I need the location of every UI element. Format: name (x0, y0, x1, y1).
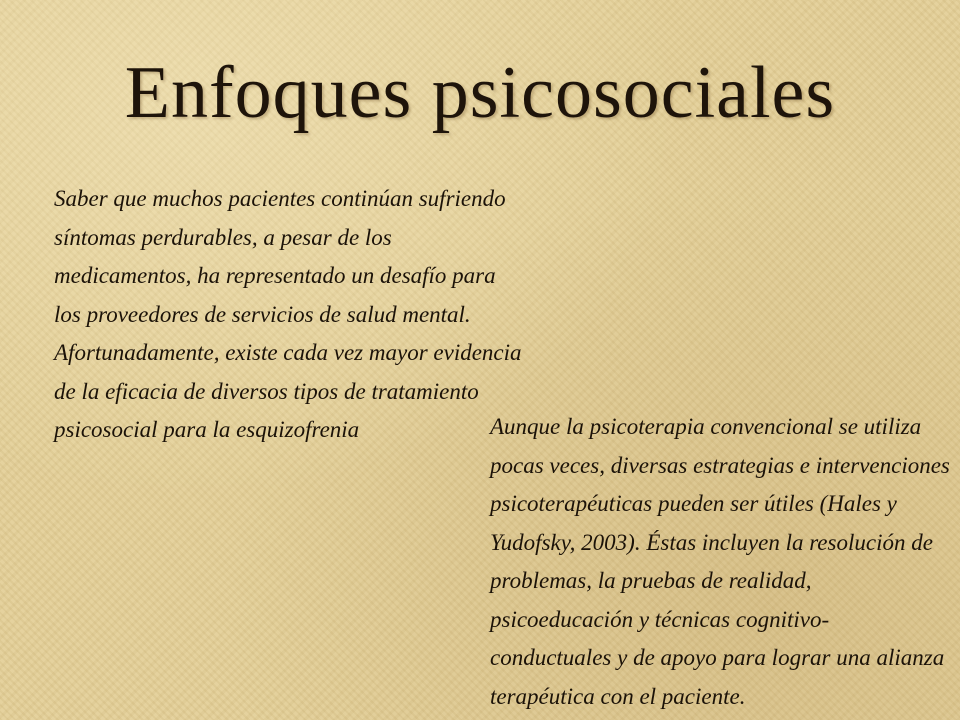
right-text-block: Aunque la psicoterapia convencional se utiliza pocas veces, diversas estrategias e intervenciones psicoterapéuticas pueden ser útiles (Hales y Yudofsky, 2003). Éstas incluyen la resolución de problemas, la pruebas de realidad, psicoeducación y técnicas cognitivo-conductuales y de apoyo para lograr una alianza terapéutica con el paciente. (490, 414, 950, 709)
slide-title: Enfoques psicosociales (124, 52, 836, 134)
left-text-block: Saber que muchos pacientes continúan sufriendo síntomas perdurables, a pesar de los medicamentos, ha representado un desafío para los proveedores de servicios de salud mental. Afortunadamente, existe cada vez mayor evidencia de la eficacia de diversos tipos de tratamiento psicosocial para la esquizofrenia (54, 186, 522, 442)
